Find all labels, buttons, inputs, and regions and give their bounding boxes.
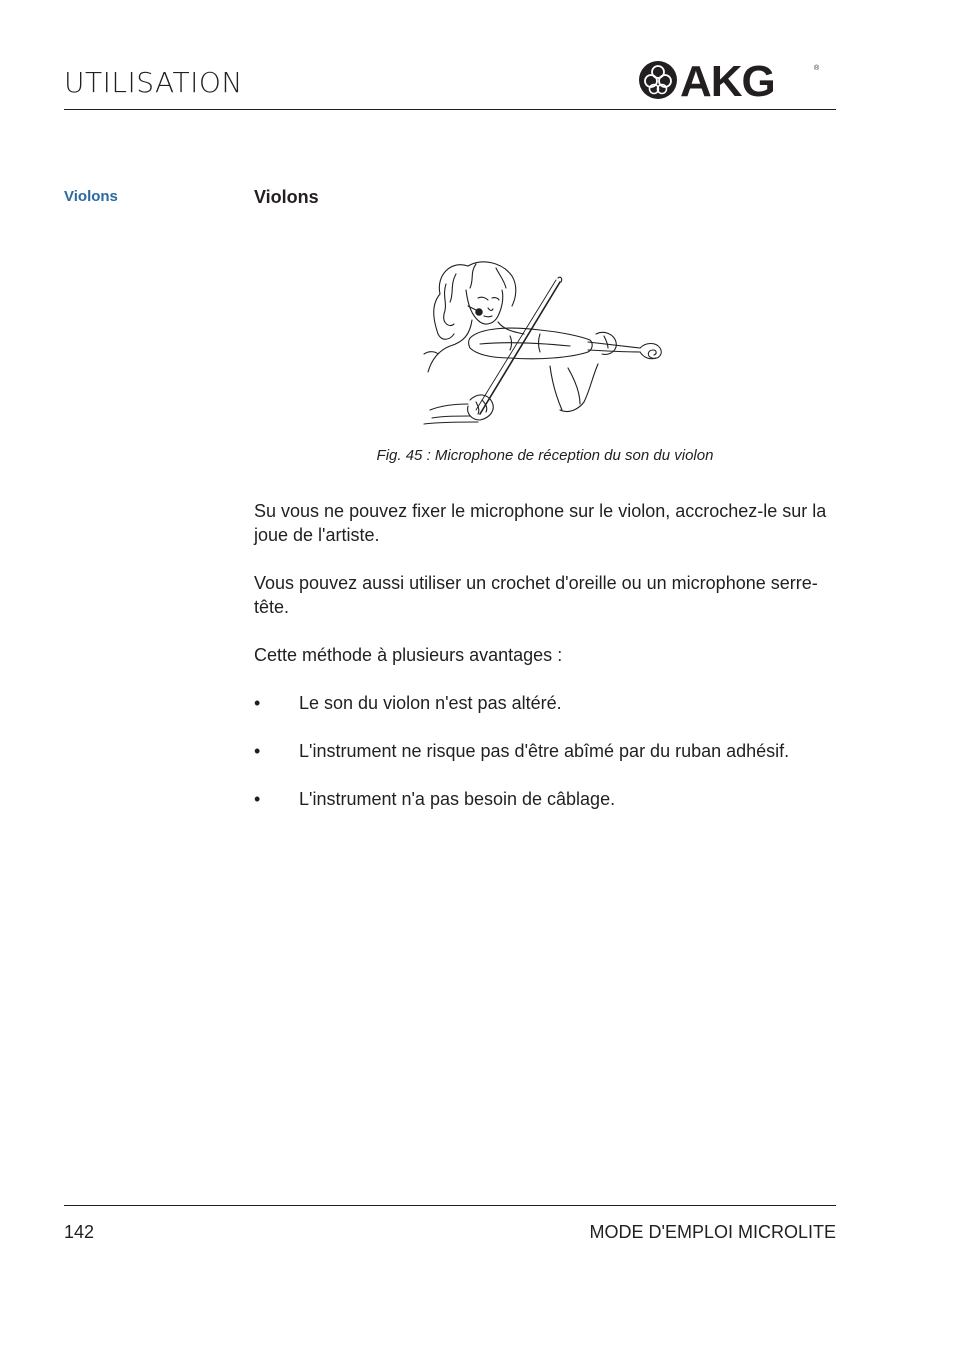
footer-document-title: MODE D'EMPLOI MICROLITE	[589, 1222, 836, 1242]
paragraph-3: Cette méthode à plusieurs avantages :	[254, 645, 563, 665]
list-item	[254, 691, 854, 739]
bullet-icon: •	[254, 741, 261, 761]
violinist-illustration	[420, 254, 670, 430]
advantages-list	[254, 691, 854, 835]
footer-rule	[64, 1205, 836, 1206]
bullet-icon: •	[254, 693, 261, 713]
paragraph-2: Vous pouvez aussi utiliser un crochet d'oreille ou un microphone serre-tête.	[254, 573, 818, 617]
header-rule	[64, 109, 836, 110]
bullet-icon: •	[254, 789, 261, 809]
list-item	[254, 739, 854, 787]
figure-caption: Fig. 45 : Microphone de réception du son du violon	[376, 447, 714, 464]
page-number: 142	[64, 1222, 95, 1242]
section-heading: Violons	[254, 187, 319, 207]
akg-registered-mark: ®	[814, 65, 820, 72]
page-header-title: UTILISATION	[64, 66, 243, 99]
akg-logo-text: AKG	[680, 58, 775, 102]
paragraph-1: Su vous ne pouvez fixer le microphone sur le violon, accrochez-le sur la joue de l'artiste.	[254, 501, 827, 545]
list-item-text: L'instrument n'a pas besoin de câblage.	[299, 789, 616, 809]
list-item-text: Le son du violon n'est pas altéré.	[299, 693, 562, 713]
side-label: Violons	[64, 188, 118, 205]
list-item	[254, 787, 854, 835]
list-item-text: L'instrument ne risque pas d'être abîmé par du ruban adhésif.	[299, 741, 790, 761]
akg-emblem-icon	[639, 61, 677, 99]
akg-logo	[638, 58, 822, 102]
